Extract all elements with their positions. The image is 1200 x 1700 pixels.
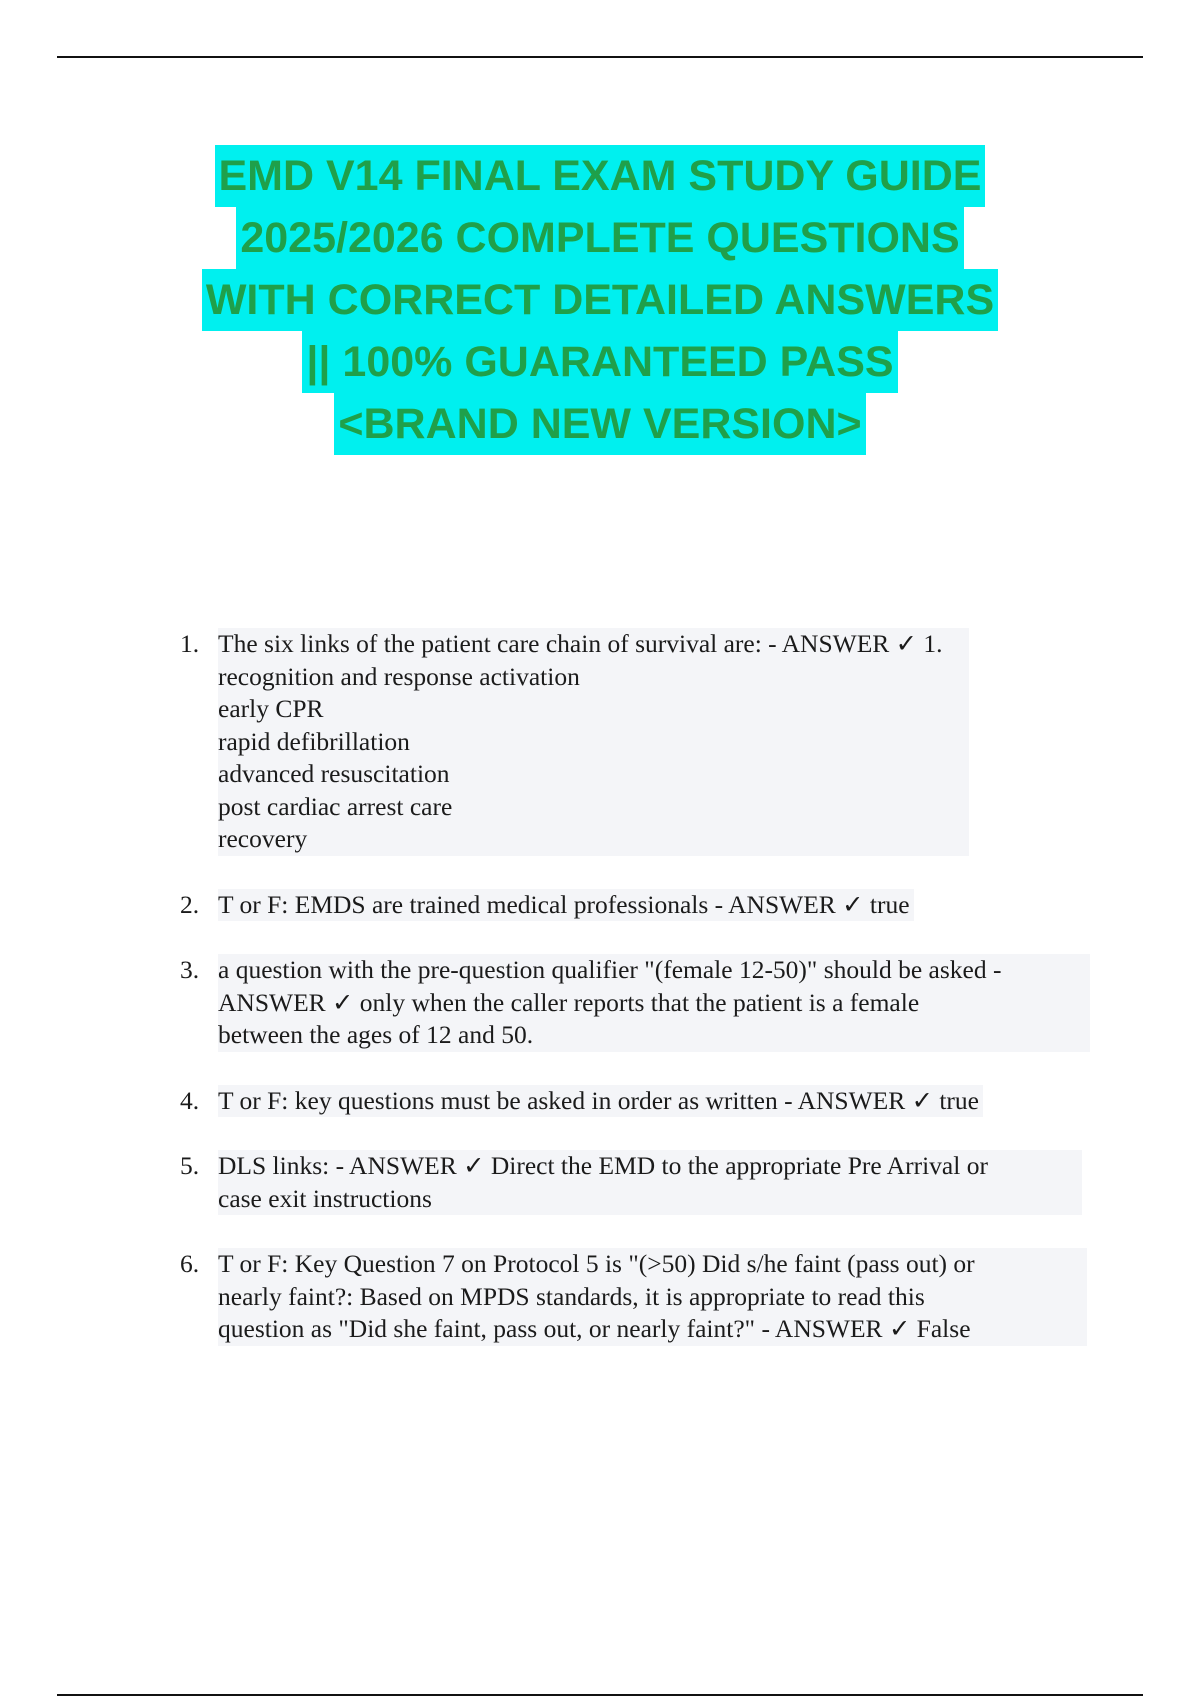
item-number: 6. [180, 1249, 200, 1278]
title-line-5: <BRAND NEW VERSION> [334, 393, 865, 455]
item-line: case exit instructions [218, 1183, 432, 1213]
title-line-4: || 100% GUARANTEED PASS [302, 331, 897, 393]
question-answer-list [170, 628, 1100, 1379]
item-line: recovery [218, 824, 308, 853]
item-line: question as "Did she faint, pass out, or nearly faint?" - ANSWER ✓ False [218, 1314, 971, 1343]
item-line: rapid defibrillation [218, 726, 410, 756]
item-line: T or F: EMDS are trained medical professionals - ANSWER ✓ true [218, 889, 910, 919]
item-number: 3. [180, 955, 200, 984]
item-line: nearly faint?: Based on MPDS standards, it is appropriate to read this [218, 1281, 925, 1311]
item-line: early CPR [218, 694, 324, 723]
item-line: ANSWER ✓ only when the caller reports that the patient is a female [218, 987, 920, 1017]
item-text [218, 1150, 1082, 1215]
item-line: a question with the pre-question qualifier "(female 12-50)" should be asked - [218, 955, 1002, 984]
list-item-5 [170, 1150, 1100, 1215]
item-number: 5. [180, 1151, 200, 1180]
list-item-1 [170, 628, 1100, 856]
title-line-1: EMD V14 FINAL EXAM STUDY GUIDE [215, 145, 986, 207]
item-text [218, 628, 969, 856]
item-text [218, 954, 1090, 1052]
list-item-4 [170, 1085, 1100, 1118]
item-line: between the ages of 12 and 50. [218, 1020, 534, 1049]
title-line-2: 2025/2026 COMPLETE QUESTIONS [236, 207, 963, 269]
item-number: 2. [180, 889, 200, 919]
item-line: DLS links: - ANSWER ✓ Direct the EMD to the appropriate Pre Arrival or [218, 1151, 988, 1180]
top-rule [57, 56, 1143, 58]
list-item-6 [170, 1248, 1100, 1346]
document-title [0, 145, 1200, 455]
title-line-3: WITH CORRECT DETAILED ANSWERS [202, 269, 998, 331]
item-text [218, 1248, 1087, 1346]
item-line: T or F: Key Question 7 on Protocol 5 is "(>50) Did s/he faint (pass out) or [218, 1249, 975, 1278]
item-line: T or F: key questions must be asked in order as written - ANSWER ✓ true [218, 1085, 979, 1115]
item-number: 4. [180, 1085, 200, 1115]
bottom-rule [57, 1694, 1143, 1696]
item-line: The six links of the patient care chain of survival are: - ANSWER ✓ 1. [218, 629, 943, 658]
list-item-3 [170, 954, 1100, 1052]
item-line: advanced resuscitation [218, 759, 450, 788]
item-text [218, 1085, 983, 1118]
item-number: 1. [180, 629, 200, 658]
list-item-2 [170, 889, 1100, 922]
item-text [218, 889, 914, 922]
item-line: post cardiac arrest care [218, 791, 453, 821]
item-line: recognition and response activation [218, 661, 580, 691]
